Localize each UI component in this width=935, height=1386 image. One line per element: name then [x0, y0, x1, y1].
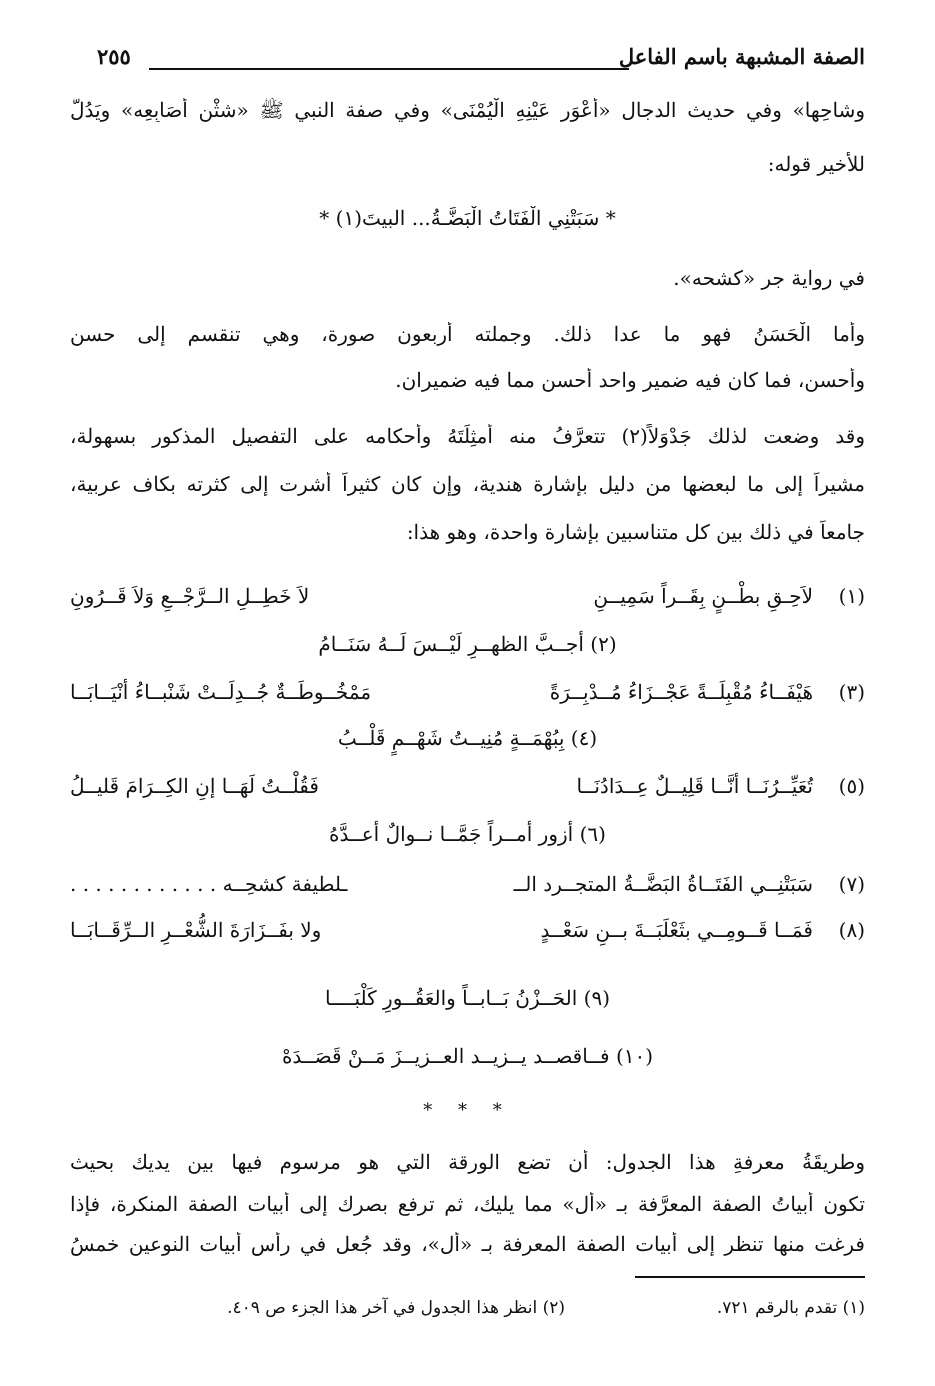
verse-number: (١): [838, 584, 865, 608]
text-line: في رواية جر «كشحه».: [673, 266, 865, 290]
verse-line: (٤) بِبُهْمَــةٍ مُنِيــتُ شَهْــمٍ قَلْــبُ: [337, 726, 598, 750]
verse-quote: * سَبَتْنِي الْفَتَاتُ الْبَضَّـةُ... البيتَ(١) *: [319, 206, 616, 230]
verse-line: (٢) أجــبَّ الظهــرِ لَيْــسَ لَــهُ سَنَــامُ: [318, 632, 617, 656]
text-line: وأما الْحَسَنُ فهو ما عدا ذلك. وجملته أربعون صورة، وهي تنقسم إلى حسن: [70, 322, 865, 346]
text-line: وقد وضعت لذلك جَدْوَلاً(٢) تتعرَّفُ منه أمثِلَتَهُ وأحكامه على التفصيل المذكور بسهولة،: [70, 424, 865, 448]
text-line: تكون أبياتُ الصفة المعرَّفة بـ «أل» مما يليك، ثم ترفع بصرك إلى أبيات الصفة المنكرة، فإذا: [70, 1192, 865, 1216]
text-line: للأخير قوله:: [767, 152, 865, 176]
verse-hemistich: سَبَتْنِــي الفَتَــاةُ البَضَّــةُ المتجــرد الــ: [513, 872, 813, 896]
verse-number: (٨): [838, 918, 865, 942]
verse-number: (٥): [838, 774, 865, 798]
text-line: مشيراً إلى ما لبعضها من دليل بإشارة هندية، وإن كان كثيراً أشرت إلى كثرته بكاف عربية،: [70, 472, 865, 496]
verse-hemistich: لاَحِـقِ بطْــنٍ بِقَــراً سَمِيــنِ: [593, 584, 813, 608]
text-line: جامعاً في ذلك بين كل متناسبين بإشارة واحدة، وهو هذا:: [406, 520, 865, 544]
verse-number: (٧): [838, 872, 865, 896]
footnote: (٢) انظر هذا الجدول في آخر هذا الجزء ص ٤٠٩.: [227, 1298, 565, 1318]
verse-hemistich: مَمْخُــوطَــةٌ جُــدِلَــتْ شَنْبــاءُ أنْيَــابَــا: [70, 680, 372, 704]
verse-line: (١٠) فــاقصــد يــزيــد العــزيــزَ مَــنْ قَصَــدَهْ: [281, 1044, 654, 1068]
verse-hemistich: ـلطيفة كشحِــه . . . . . . . . . . . .: [70, 872, 348, 896]
footnote: (١) تقدم بالرقم ٧٢١.: [716, 1298, 865, 1318]
verse-hemistich: لاَ خَطِــلِ الــرَّجْــعِ وَلاَ قَــرُونِ: [70, 584, 310, 608]
running-header: [97, 44, 865, 84]
header-rule: [149, 68, 629, 70]
text-line: وشاحِها» وفي حديث الدجال «أعْوَر عَيْنِهِ الْيُمْنَى» وفي صفة النبي ﷺ «شثْن أصَابِعِه» ويَدُلُّ: [70, 98, 865, 122]
verse-hemistich: تُعَيِّــرُنَــا أنَّــا قَلِيــلٌ عِــدَادُنَــا: [576, 774, 813, 798]
verse-number: (٣): [838, 680, 865, 704]
verse-hemistich: هَيْفَــاءُ مُقْبِلَــةً عَجْــزَاءُ مُــدْبِــرَةً: [549, 680, 813, 704]
section-separator: * * *: [423, 1100, 512, 1121]
text-line: وطريقَةُ معرفةِ هذا الجدول: أن تضع الورقة التي هو مرسوم فيها بين يديك بحيث: [70, 1150, 865, 1174]
verse-hemistich: فَقُلْــتُ لَهَــا إنِ الكِــرَامَ قَليــلُ: [70, 774, 319, 798]
verse-line: (٦) أزور أمــراً جَمَّــا نــوالٌ أعــدَّهُ: [329, 822, 606, 846]
chapter-title: الصفة المشبهة باسم الفاعل: [618, 44, 865, 69]
verse-line: (٩) الحَــزْنُ بَــابــاً والعَقُــورِ كَلْبَــــا: [324, 986, 611, 1010]
text-line: فرغت منها تنظر إلى أبيات الصفة المعرفة بـ «أل»، وقد جُعل في رأس أبيات النوعين خمسُ: [70, 1232, 865, 1256]
footnote-rule: [635, 1276, 865, 1278]
verse-hemistich: ولا بفَــزَارَةَ الشُّعْــرِ الــرِّقَــابَــا: [70, 918, 322, 942]
verse-hemistich: فَمَــا قَــومِــي بثَعْلَبَــةَ بــنِ سَعْــدٍ: [540, 918, 813, 942]
text-line: وأحسن، فما كان فيه ضمير واحد أحسن مما فيه ضميران.: [395, 368, 865, 392]
page-number: ٢٥٥: [97, 44, 131, 69]
